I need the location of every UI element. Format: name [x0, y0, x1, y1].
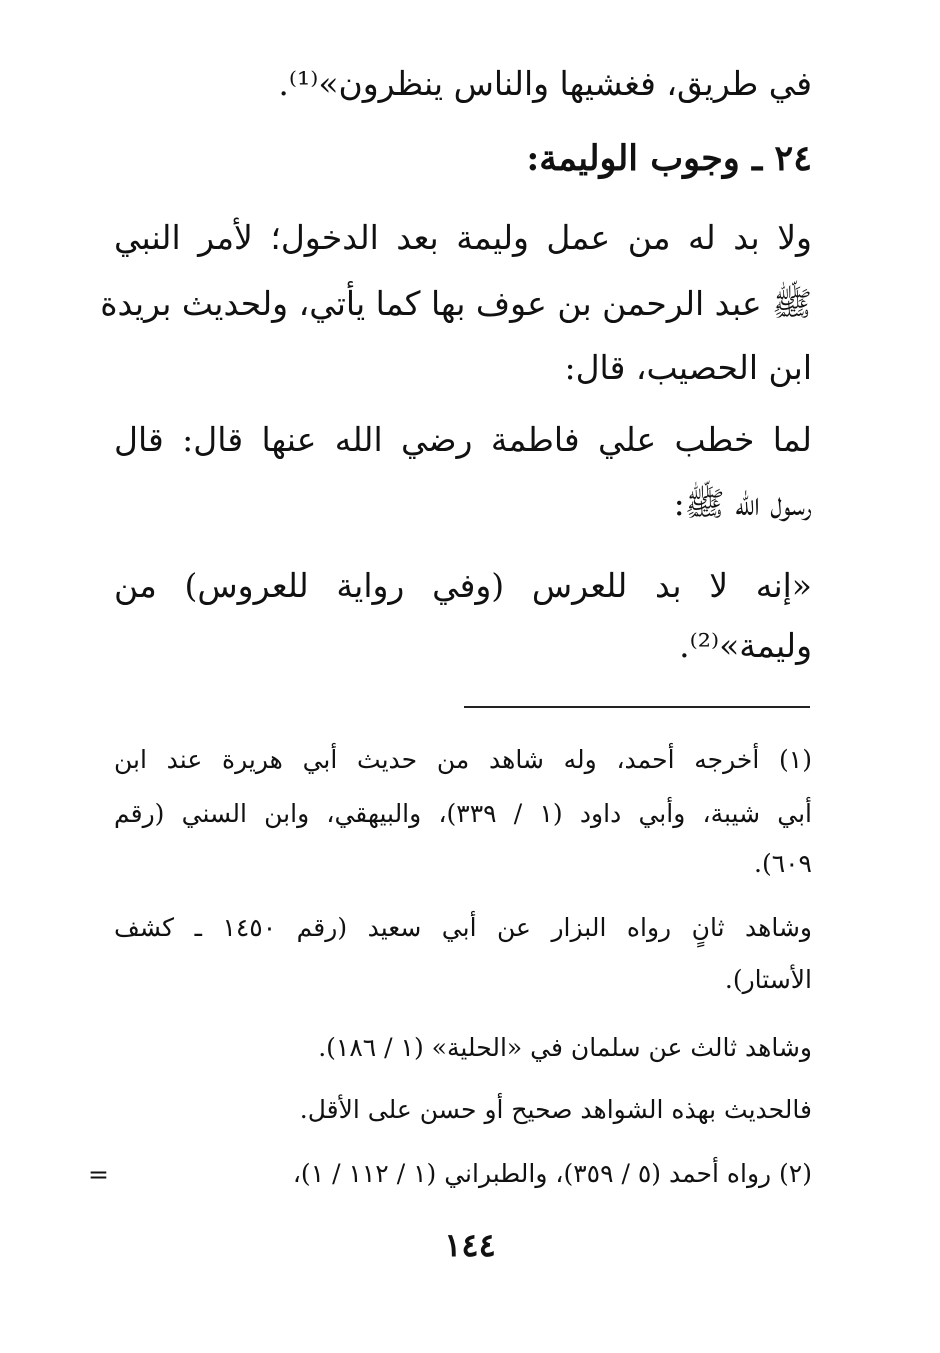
text-line: ﷺ عبد الرحمن بن عوف بها كما يأتي، ولحديث بريدة	[100, 284, 812, 323]
text-line: في طريق، فغشيها والناس ينظرون»⁽¹⁾.	[278, 64, 812, 103]
footnote-line: أبي شيبة، وأبي داود (١ / ٣٣٩)، والبيهقي، وابن السني (رقم	[114, 799, 812, 828]
text-line: ولا بد له من عمل وليمة بعد الدخول؛ لأمر النبي	[114, 218, 812, 257]
footnote-line: (١) أخرجه أحمد، وله شاهد من حديث أبي هريرة عند ابن	[114, 745, 812, 774]
text-line: وليمة»⁽²⁾.	[679, 626, 812, 665]
text-line: لما خطب علي فاطمة رضي الله عنها قال: قال	[114, 420, 812, 459]
text-line: «إنه لا بد للعرس (وفي رواية للعروس) من	[114, 566, 812, 605]
footnote-line: الأستار).	[724, 965, 812, 994]
footnote-line: ٦٠٩).	[754, 849, 812, 878]
text-line: ابن الحصيب، قال:	[564, 348, 812, 387]
footnote-separator	[464, 706, 810, 708]
footnote-line: وشاهد ثانٍ رواه البزار عن أبي سعيد (رقم ١٤٥٠ ـ كشف	[114, 913, 812, 942]
section-heading: ٢٤ ـ وجوب الوليمة:	[526, 138, 812, 179]
continuation-mark: =	[88, 1160, 109, 1189]
footnote-line: فالحديث بهذه الشواهد صحيح أو حسن على الأقل.	[299, 1095, 812, 1124]
page-number: ١٤٤	[444, 1226, 496, 1264]
footnote-line: (٢) رواه أحمد (٥ / ٣٥٩)، والطبراني (١ / ١١٢ / ١)،	[292, 1159, 812, 1188]
text-line: رسول الله ﷺ:	[673, 484, 812, 523]
footnote-line: وشاهد ثالث عن سلمان في «الحلية» (١ / ١٨٦).	[318, 1033, 812, 1062]
